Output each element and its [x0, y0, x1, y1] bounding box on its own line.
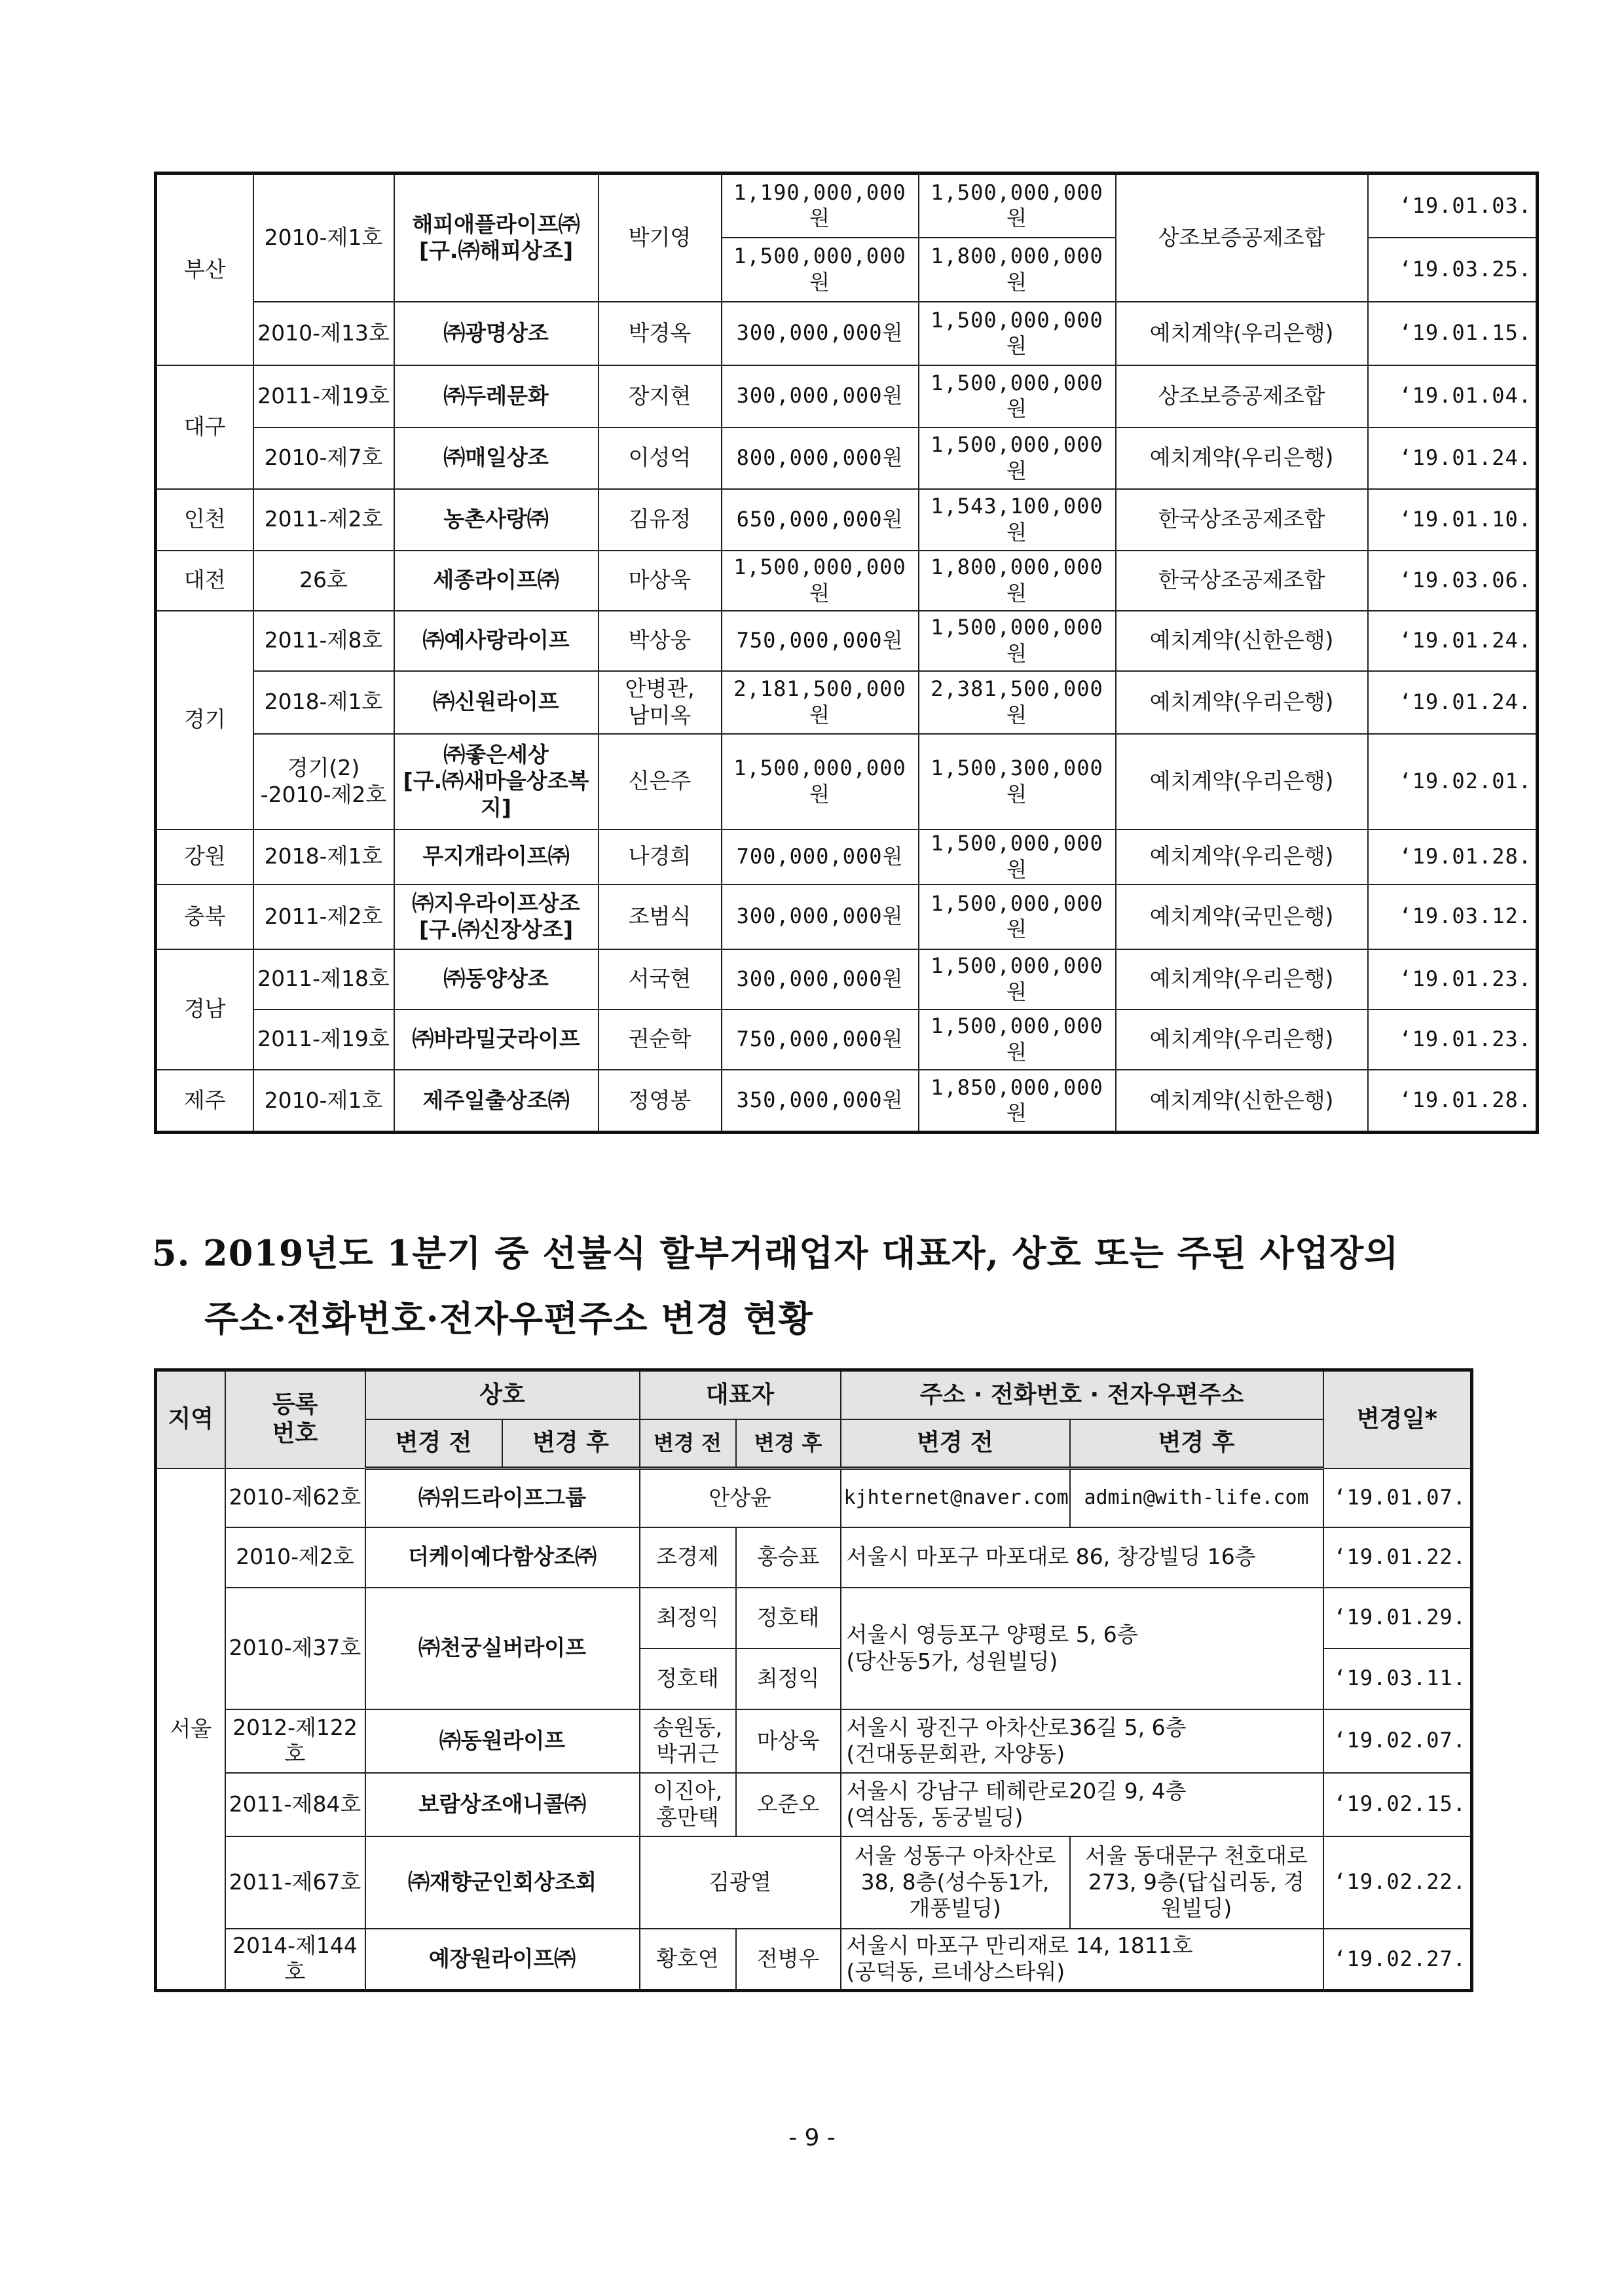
- protection-cell: 1,800,000,000원: [919, 551, 1116, 611]
- email-after: admin@with-life.com: [1070, 1468, 1323, 1527]
- table-row: [156, 1929, 1472, 1991]
- date-cell: ‘19.01.04.: [1368, 365, 1538, 428]
- company-cell: 해피애플라이프㈜ [구.㈜해피상조]: [394, 173, 599, 302]
- rep-before-cell: 이진아, 홍만택: [640, 1773, 736, 1836]
- table-row: [156, 611, 1538, 671]
- region-cell: 서울: [156, 1468, 225, 1991]
- company-cell: ㈜위드라이프그룹: [365, 1468, 640, 1527]
- rep-before-cell: 정호태: [640, 1649, 736, 1709]
- company-cell: 더케이예다함상조㈜: [365, 1527, 640, 1588]
- org-cell: 예치계약(신한은행): [1116, 611, 1368, 671]
- table-row: [156, 489, 1538, 551]
- company-cell: ㈜두레문화: [394, 365, 599, 428]
- change-table: [154, 1368, 1473, 1992]
- org-cell: 예치계약(우리은행): [1116, 302, 1368, 365]
- rep-after-cell: 전병우: [736, 1929, 841, 1991]
- rep-cell: 나경희: [599, 829, 722, 884]
- reg-cell: 경기(2) -2010-제2호: [253, 734, 394, 829]
- capital-cell: 1,500,000,000원: [722, 238, 919, 302]
- rep-after-cell: 오준오: [736, 1773, 841, 1836]
- table-row: [156, 1588, 1472, 1649]
- rep-cell: 권순학: [599, 1010, 722, 1070]
- rep-after-cell: 마상욱: [736, 1709, 841, 1773]
- company-cell: ㈜신원라이프: [394, 671, 599, 734]
- rep-before-cell: 송원동, 박귀근: [640, 1709, 736, 1773]
- after-header: 변경 후: [502, 1419, 640, 1468]
- date-cell: ‘19.01.29.: [1323, 1588, 1472, 1649]
- protection-cell: 1,500,000,000원: [919, 829, 1116, 884]
- region-cell: 인천: [156, 489, 253, 551]
- reg-cell: 2011-제67호: [225, 1836, 365, 1929]
- table-row: [156, 551, 1538, 611]
- table-row: [156, 1468, 1472, 1527]
- region-cell: 대구: [156, 365, 253, 489]
- rep-cell: 박상웅: [599, 611, 722, 671]
- rep-cell: 박기영: [599, 173, 722, 302]
- rep-cell: 정영봉: [599, 1070, 722, 1133]
- table-row: [156, 734, 1538, 829]
- org-cell: 예치계약(우리은행): [1116, 1010, 1368, 1070]
- reg-cell: 2011-제19호: [253, 1010, 394, 1070]
- capital-cell: 300,000,000원: [722, 302, 919, 365]
- rep-cell: 조범식: [599, 884, 722, 949]
- protection-cell: 1,500,000,000원: [919, 949, 1116, 1010]
- page-number: - 9 -: [788, 2124, 836, 2151]
- org-cell: 예치계약(국민은행): [1116, 884, 1368, 949]
- capital-cell: 300,000,000원: [722, 365, 919, 428]
- email-before: kjhternet@naver.com: [841, 1468, 1070, 1527]
- address-after-cell: 서울 동대문구 천호대로 273, 9층(답십리동, 경 원빌딩): [1070, 1836, 1323, 1929]
- company-cell: ㈜좋은세상 [구.㈜새마을상조복 지]: [394, 734, 599, 829]
- capital-cell: 800,000,000원: [722, 428, 919, 489]
- address-cell: 서울시 강남구 테헤란로20길 9, 4층 (역삼동, 동궁빌딩): [841, 1773, 1323, 1836]
- rep-cell: 박경옥: [599, 302, 722, 365]
- date-cell: ‘19.01.10.: [1368, 489, 1538, 551]
- rep-cell: 장지현: [599, 365, 722, 428]
- rep-cell: 안병관, 남미옥: [599, 671, 722, 734]
- date-cell: ‘19.02.27.: [1323, 1929, 1472, 1991]
- date-cell: ‘19.03.06.: [1368, 551, 1538, 611]
- protection-cell: 1,850,000,000원: [919, 1070, 1116, 1133]
- section-heading: 5. 2019년도 1분기 중 선불식 할부거래업자 대표자, 상호 또는 주된 사업장의: [152, 1232, 1399, 1274]
- reg-cell: 2010-제2호: [225, 1527, 365, 1588]
- company-cell: 예장원라이프㈜: [365, 1929, 640, 1991]
- rep-before-cell: 조경제: [640, 1527, 736, 1588]
- date-cell: ‘19.01.28.: [1368, 829, 1538, 884]
- region-cell: 대전: [156, 551, 253, 611]
- date-cell: ‘19.01.24.: [1368, 428, 1538, 489]
- region-cell: 경기: [156, 611, 253, 829]
- protection-cell: 1,500,000,000원: [919, 611, 1116, 671]
- region-cell: 부산: [156, 173, 253, 365]
- reg-cell: 2011-제84호: [225, 1773, 365, 1836]
- region-cell: 경남: [156, 949, 253, 1070]
- table-row: [156, 671, 1538, 734]
- protection-cell: 1,500,000,000원: [919, 884, 1116, 949]
- date-cell: ‘19.03.12.: [1368, 884, 1538, 949]
- org-cell: 예치계약(우리은행): [1116, 829, 1368, 884]
- capital-cell: 1,500,000,000원: [722, 734, 919, 829]
- region-cell: 충북: [156, 884, 253, 949]
- company-cell: 농촌사랑㈜: [394, 489, 599, 551]
- reg-cell: 26호: [253, 551, 394, 611]
- table-row: [156, 365, 1538, 428]
- company-cell: 무지개라이프㈜: [394, 829, 599, 884]
- capital-cell: 300,000,000원: [722, 949, 919, 1010]
- date-cell: ‘19.02.07.: [1323, 1709, 1472, 1773]
- table-row: [156, 1773, 1472, 1836]
- region-cell: 강원: [156, 829, 253, 884]
- reg-cell: 2011-제2호: [253, 884, 394, 949]
- rep-after-cell: 최정익: [736, 1649, 841, 1709]
- date-cell: ‘19.01.24.: [1368, 611, 1538, 671]
- company-cell: ㈜동원라이프: [365, 1709, 640, 1773]
- protection-cell: 1,500,000,000원: [919, 365, 1116, 428]
- capital-cell: 700,000,000원: [722, 829, 919, 884]
- org-cell: 예치계약(우리은행): [1116, 428, 1368, 489]
- org-cell: 상조보증공제조합: [1116, 173, 1368, 302]
- org-cell: 상조보증공제조합: [1116, 365, 1368, 428]
- date-header: 변경일*: [1323, 1370, 1472, 1468]
- rep-after-cell: 정호태: [736, 1588, 841, 1649]
- date-cell: ‘19.02.22.: [1323, 1836, 1472, 1929]
- rep-cell: 서국현: [599, 949, 722, 1010]
- address-cell: 서울시 영등포구 양평로 5, 6층 (당산동5가, 성원빌딩): [841, 1588, 1323, 1709]
- date-cell: ‘19.02.01.: [1368, 734, 1538, 829]
- before-header: 변경 전: [365, 1419, 502, 1468]
- rep-cell: 김광열: [640, 1836, 841, 1929]
- company-cell: ㈜바라밀굿라이프: [394, 1010, 599, 1070]
- reg-cell: 2010-제1호: [253, 1070, 394, 1133]
- date-cell: ‘19.01.22.: [1323, 1527, 1472, 1588]
- section-heading-line2: 주소·전화번호·전자우편주소 변경 현황: [204, 1298, 813, 1339]
- date-cell: ‘19.03.11.: [1323, 1649, 1472, 1709]
- reg-header: 등록 번호: [225, 1370, 365, 1468]
- org-cell: 한국상조공제조합: [1116, 551, 1368, 611]
- rep-cell: 이성억: [599, 428, 722, 489]
- header-row: [156, 1370, 1472, 1419]
- protection-cell: 1,543,100,000원: [919, 489, 1116, 551]
- capital-cell: 750,000,000원: [722, 1010, 919, 1070]
- rep-cell: 김유정: [599, 489, 722, 551]
- table-row: [156, 173, 1538, 238]
- protection-cell: 1,500,000,000원: [919, 173, 1116, 238]
- after-header: 변경 후: [736, 1419, 841, 1468]
- reg-cell: 2010-제37호: [225, 1588, 365, 1709]
- reg-cell: 2014-제144호: [225, 1929, 365, 1991]
- reg-cell: 2010-제13호: [253, 302, 394, 365]
- before-header: 변경 전: [841, 1419, 1070, 1468]
- company-cell: ㈜동양상조: [394, 949, 599, 1010]
- date-cell: ‘19.01.24.: [1368, 671, 1538, 734]
- rep-header: 대표자: [640, 1370, 841, 1419]
- table-row: [156, 1010, 1538, 1070]
- date-cell: ‘19.01.15.: [1368, 302, 1538, 365]
- region-header: 지역: [156, 1370, 225, 1468]
- company-cell: ㈜지우라이프상조 [구.㈜신장상조]: [394, 884, 599, 949]
- rep-before-cell: 최정익: [640, 1588, 736, 1649]
- table-row: [156, 428, 1538, 489]
- capital-cell: 300,000,000원: [722, 884, 919, 949]
- date-cell: ‘19.03.25.: [1368, 238, 1538, 302]
- protection-cell: 1,500,300,000원: [919, 734, 1116, 829]
- company-cell: 보람상조애니콜㈜: [365, 1773, 640, 1836]
- reg-cell: 2012-제122호: [225, 1709, 365, 1773]
- reg-cell: 2011-제8호: [253, 611, 394, 671]
- rep-after-cell: 홍승표: [736, 1527, 841, 1588]
- date-cell: ‘19.01.28.: [1368, 1070, 1538, 1133]
- company-cell: 제주일출상조㈜: [394, 1070, 599, 1133]
- table-row: [156, 884, 1538, 949]
- after-header: 변경 후: [1070, 1419, 1323, 1468]
- company-cell: ㈜매일상조: [394, 428, 599, 489]
- table-row: [156, 1836, 1472, 1929]
- capital-cell: 650,000,000원: [722, 489, 919, 551]
- table-row: [156, 1070, 1538, 1133]
- company-cell: ㈜예사랑라이프: [394, 611, 599, 671]
- trade-header: 상호: [365, 1370, 640, 1419]
- table-row: [156, 1527, 1472, 1588]
- protection-cell: 2,381,500,000원: [919, 671, 1116, 734]
- company-cell: ㈜천궁실버라이프: [365, 1588, 640, 1709]
- reg-cell: 2018-제1호: [253, 829, 394, 884]
- address-cell: 서울시 마포구 마포대로 86, 창강빌딩 16층: [841, 1527, 1323, 1588]
- protection-cell: 1,500,000,000원: [919, 428, 1116, 489]
- company-cell: ㈜광명상조: [394, 302, 599, 365]
- address-cell: 서울시 광진구 아차산로36길 5, 6층 (건대동문회관, 자양동): [841, 1709, 1323, 1773]
- reg-cell: 2010-제62호: [225, 1468, 365, 1527]
- address-cell: 서울시 마포구 만리재로 14, 1811호 (공덕동, 르네상스타워): [841, 1929, 1323, 1991]
- capital-cell: 350,000,000원: [722, 1070, 919, 1133]
- date-cell: ‘19.01.07.: [1323, 1468, 1472, 1527]
- before-header: 변경 전: [640, 1419, 736, 1468]
- reg-cell: 2011-제2호: [253, 489, 394, 551]
- capital-cell: 750,000,000원: [722, 611, 919, 671]
- table-row: [156, 949, 1538, 1010]
- capital-cell: 2,181,500,000원: [722, 671, 919, 734]
- protection-cell: 1,500,000,000원: [919, 1010, 1116, 1070]
- table-row: [156, 302, 1538, 365]
- org-cell: 한국상조공제조합: [1116, 489, 1368, 551]
- addr-header: 주소 · 전화번호 · 전자우편주소: [841, 1370, 1323, 1419]
- org-cell: 예치계약(우리은행): [1116, 671, 1368, 734]
- reg-cell: 2018-제1호: [253, 671, 394, 734]
- company-cell: ㈜재향군인회상조회: [365, 1836, 640, 1929]
- date-cell: ‘19.01.23.: [1368, 1010, 1538, 1070]
- org-cell: 예치계약(신한은행): [1116, 1070, 1368, 1133]
- rep-before-cell: 황호연: [640, 1929, 736, 1991]
- capital-cell: 1,190,000,000원: [722, 173, 919, 238]
- address-before-cell: 서울 성동구 아차산로 38, 8층(성수동1가, 개풍빌딩): [841, 1836, 1070, 1929]
- protection-cell: 1,500,000,000원: [919, 302, 1116, 365]
- rep-cell: 마상욱: [599, 551, 722, 611]
- reg-cell: 2010-제1호: [253, 173, 394, 302]
- date-cell: ‘19.01.23.: [1368, 949, 1538, 1010]
- rep-cell: 신은주: [599, 734, 722, 829]
- date-cell: ‘19.02.15.: [1323, 1773, 1472, 1836]
- reg-cell: 2011-제18호: [253, 949, 394, 1010]
- rep-cell: 안상윤: [640, 1468, 841, 1527]
- date-cell: ‘19.01.03.: [1368, 173, 1538, 238]
- region-cell: 제주: [156, 1070, 253, 1133]
- table-row: [156, 829, 1538, 884]
- org-cell: 예치계약(우리은행): [1116, 949, 1368, 1010]
- org-cell: 예치계약(우리은행): [1116, 734, 1368, 829]
- reg-cell: 2011-제19호: [253, 365, 394, 428]
- protection-cell: 1,800,000,000원: [919, 238, 1116, 302]
- company-cell: 세종라이프㈜: [394, 551, 599, 611]
- reg-cell: 2010-제7호: [253, 428, 394, 489]
- guarantee-table: [154, 172, 1539, 1134]
- table-row: [156, 1709, 1472, 1773]
- capital-cell: 1,500,000,000원: [722, 551, 919, 611]
